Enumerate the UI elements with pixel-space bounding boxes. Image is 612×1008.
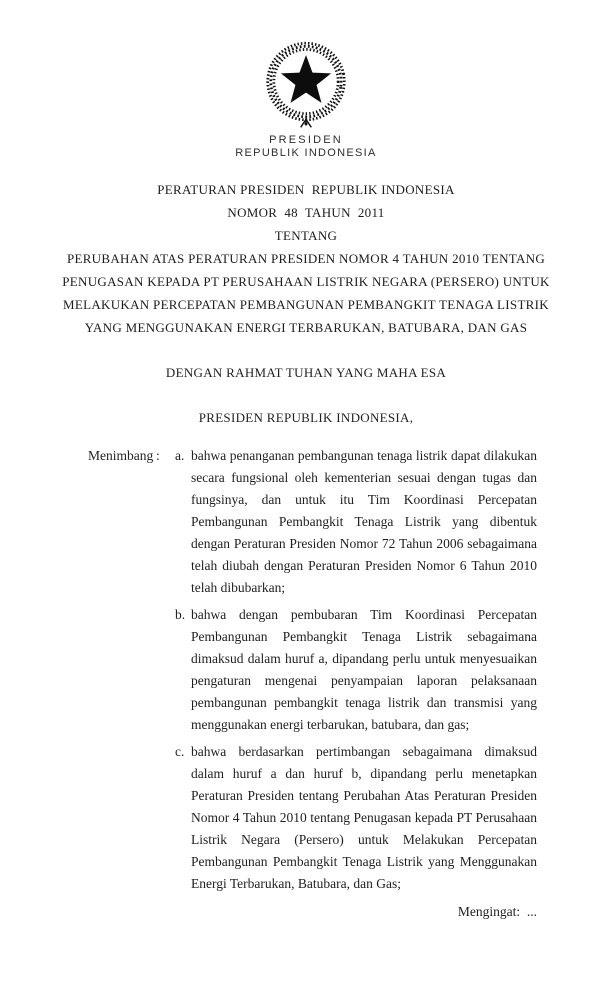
regulation-subject-line-2: PENUGASAN KEPADA PT PERUSAHAAN LISTRIK NEGARA (PERSERO) UNTUK (62, 274, 550, 289)
star-icon (281, 55, 331, 103)
consideration-item-c (88, 741, 537, 895)
consideration-item-a (88, 445, 537, 599)
item-text: bahwa penanganan pembangunan tenaga listrik dapat dilakukan secara fungsional oleh kementerian sesuai dengan tugas dan fungsinya, dan untuk itu Tim Koordinasi Percepatan Pembangunan Pembangkit Tenaga Listrik yang dibentuk dengan Peraturan Presiden Nomor 72 Tahun 2006 sebagaimana telah diubah dengan Peraturan Presiden Nomor 6 Tahun 2010 telah dibubarkan; (191, 448, 537, 595)
considerations-section (88, 445, 537, 895)
seal-subtitle: REPUBLIK INDONESIA (235, 147, 377, 159)
item-marker: a. (175, 448, 185, 463)
regulation-tentang-line: TENTANG (274, 228, 338, 243)
regulation-subject-line-4: YANG MENGGUNAKAN ENERGI TERBARUKAN, BATUBARA, DAN GAS (84, 320, 528, 335)
consideration-item-b (88, 604, 537, 736)
regulation-subject-line-1: PERUBAHAN ATAS PERATURAN PRESIDEN NOMOR 4 TAHUN 2010 TENTANG (66, 251, 546, 266)
considering-label: Menimbang (88, 448, 154, 463)
regulation-title-line: PERATURAN PRESIDEN REPUBLIK INDONESIA (157, 182, 455, 197)
invocation-line: DENGAN RAHMAT TUHAN YANG MAHA ESA (165, 365, 447, 380)
item-text: bahwa dengan pembubaran Tim Koordinasi Percepatan Pembangunan Pembangkit Tenaga Listrik sebagaimana dimaksud dalam huruf a, dipandang perlu untuk menyesuaikan pengaturan mengenai penyampaian laporan pelaksanaan pembangunan pembangkit tenaga listrik dan transmisi yang menggunakan energi terbarukan, batubara, dan gas; (191, 607, 537, 732)
seal-title: PRESIDEN (269, 134, 343, 146)
item-marker: b. (175, 607, 186, 622)
presidential-seal-icon (262, 40, 350, 131)
issuer-line: PRESIDEN REPUBLIK INDONESIA, (198, 410, 414, 425)
considering-colon: : (156, 448, 160, 463)
document-header (0, 40, 612, 160)
regulation-heading (0, 178, 612, 339)
item-text: bahwa berdasarkan pertimbangan sebagaimana dimaksud dalam huruf a dan huruf b, dipandang perlu menetapkan Peraturan Presiden tentang Perubahan Atas Peraturan Presiden Nomor 4 Tahun 2010 tentang Penugasan kepada PT Perusahaan Listrik Negara (Persero) untuk Melakukan Percepatan Pembangunan Pembangkit Tenaga Listrik yang Menggunakan Energi Terbarukan, Batubara, dan Gas; (191, 744, 537, 891)
regulation-number-line: NOMOR 48 TAHUN 2011 (227, 205, 385, 220)
item-marker: c. (175, 744, 185, 759)
regulation-subject-line-3: MELAKUKAN PERCEPATAN PEMBANGUNAN PEMBANGKIT TENAGA LISTRIK (63, 297, 549, 312)
next-page-catchword: Mengingat: ... (457, 904, 537, 919)
